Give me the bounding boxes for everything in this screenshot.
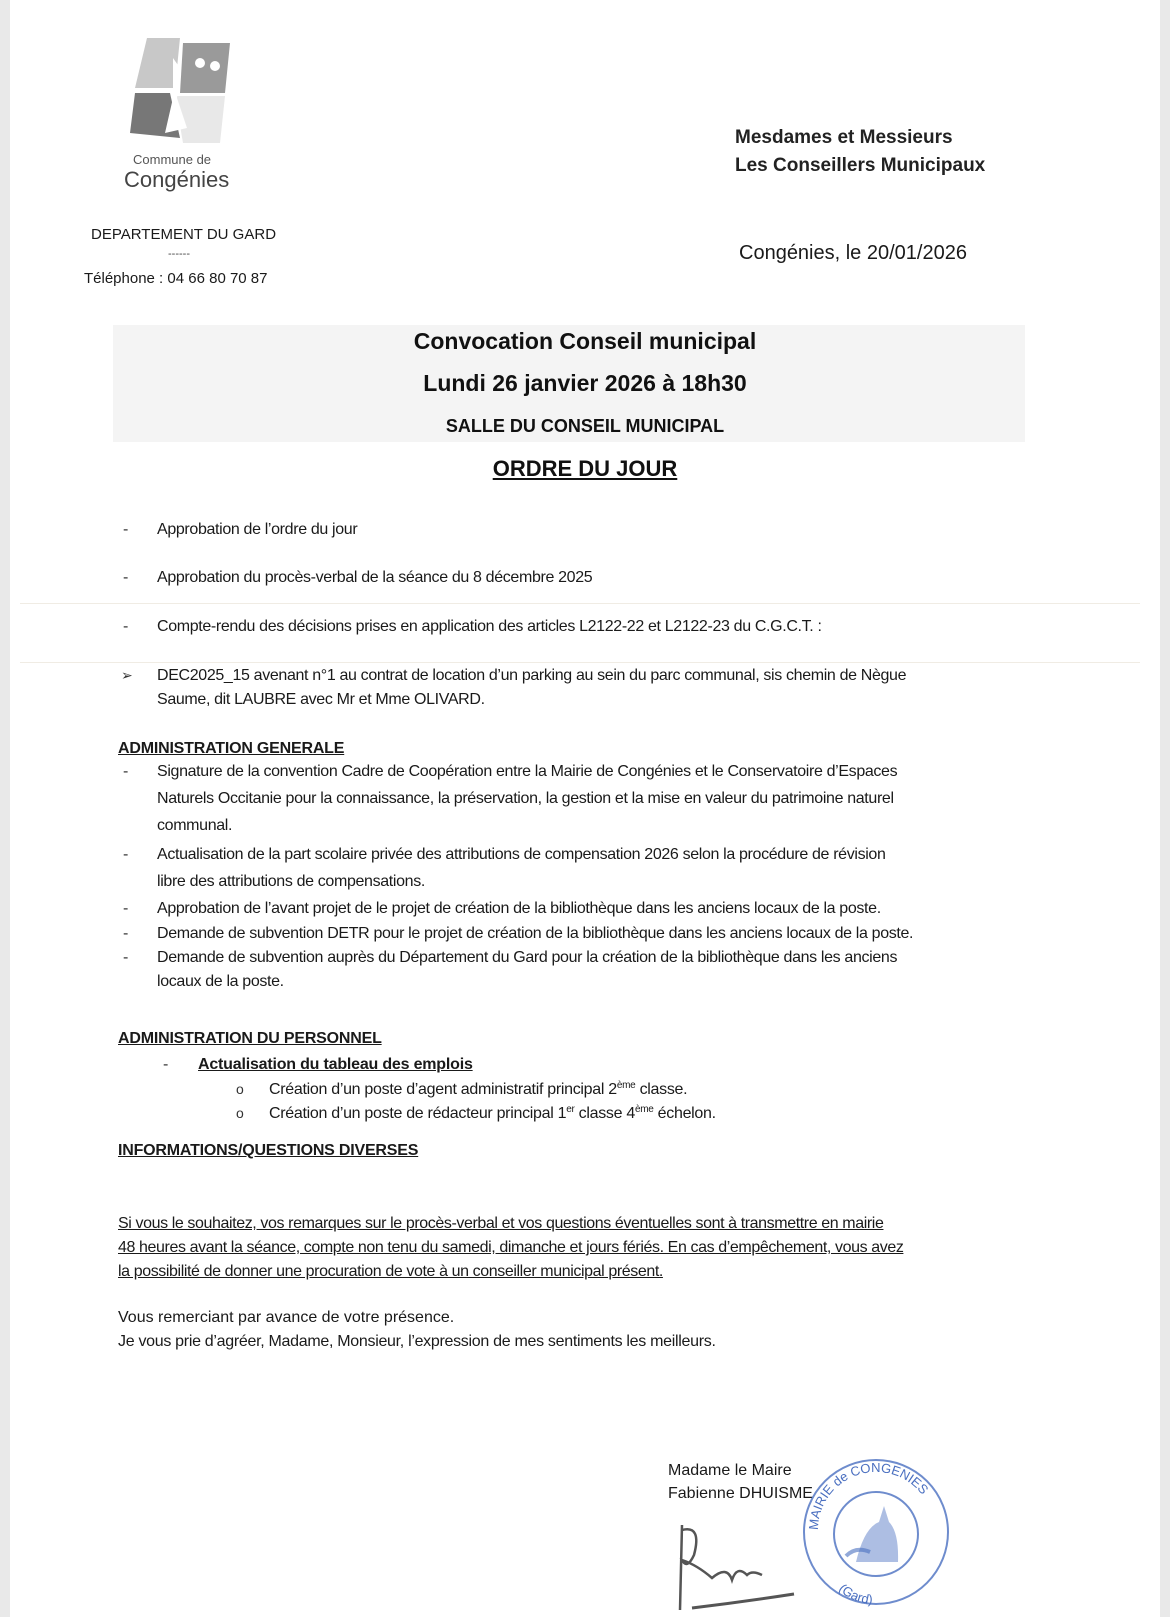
agenda-heading: ORDRE DU JOUR: [492, 456, 678, 481]
subsection-tableau-emplois: Actualisation du tableau des emplois: [198, 1056, 473, 1073]
notice-line-3: la possibilité de donner une procuration de vote à un conseiller municipal présent.: [118, 1263, 663, 1280]
logo-name: Congénies: [124, 167, 230, 192]
circle-bullet-icon: o: [236, 1081, 244, 1097]
admin-item-1-line-2: Naturels Occitanie pour la connaissance, la préservation, la gestion et la mise en valeur du patrimoine naturel: [157, 790, 894, 807]
dash-bullet: -: [163, 1056, 169, 1073]
admin-item-2-line-2: libre des attributions de compensations.: [157, 873, 425, 890]
department: DEPARTEMENT DU GARD: [91, 226, 277, 243]
admin-item-1-line-3: communal.: [157, 817, 233, 834]
section-admin-personnel: ADMINISTRATION DU PERSONNEL: [118, 1030, 382, 1047]
notice-paragraph: [118, 1212, 1028, 1284]
handwritten-signature: [672, 1520, 797, 1615]
recipient-line-1: Mesdames et Messieurs: [735, 127, 953, 148]
phone-number: Téléphone : 04 66 80 70 87: [84, 270, 268, 287]
dash-bullet: -: [123, 949, 129, 966]
section-informations: INFORMATIONS/QUESTIONS DIVERSES: [118, 1142, 419, 1159]
mairie-stamp: [800, 1448, 950, 1613]
poste-item-1: [269, 1080, 687, 1099]
agenda-item-1: Approbation de l’ordre du jour: [157, 521, 358, 538]
title-location: SALLE DU CONSEIL MUNICIPAL: [445, 416, 725, 436]
title-convocation: Convocation Conseil municipal: [413, 328, 757, 354]
decision-line-1: DEC2025_15 avenant n°1 au contrat de location d’un parking au sein du parc communal, sis chemin de Nègue: [157, 667, 907, 684]
admin-item-1-line-1: Signature de la convention Cadre de Coopération entre la Mairie de Congénies et le Conservatoire d’Espaces: [157, 763, 898, 780]
admin-item-3: Approbation de l’avant projet de le projet de création de la bibliothèque dans les anciens locaux de la poste.: [157, 900, 881, 917]
closing-line-1: Vous remerciant par avance de votre présence.: [118, 1309, 455, 1326]
poste-item-2-suffix: échelon.: [653, 1105, 716, 1122]
admin-item-5-line-1: Demande de subvention auprès du Département du Gard pour la création de la bibliothèque dans les anciens: [157, 949, 898, 966]
stamp-text-bottom: (Gard): [836, 1580, 874, 1608]
scan-artifact-line: [20, 603, 1140, 604]
dash-bullet: -: [123, 846, 129, 863]
circle-bullet-icon: o: [236, 1105, 244, 1121]
dash-bullet: -: [123, 763, 129, 780]
poste-item-1-suffix: classe.: [635, 1081, 688, 1098]
poste-item-2-text: Création d’un poste de rédacteur principal 1: [269, 1105, 567, 1122]
recipient-line-2: Les Conseillers Municipaux: [735, 155, 986, 176]
poste-item-2: [269, 1104, 716, 1123]
agenda-item-2: Approbation du procès-verbal de la séance du 8 décembre 2025: [157, 569, 593, 586]
admin-item-2-line-1: Actualisation de la part scolaire privée des attributions de compensation 2026 selon la procédure de révision: [157, 846, 886, 863]
scan-artifact-line: [20, 662, 1140, 663]
admin-item-5-line-2: locaux de la poste.: [157, 973, 284, 990]
separator: ------: [168, 248, 190, 260]
notice-line-2: 48 heures avant la séance, compte non tenu du samedi, dimanche et jours fériés. En cas d’empêchement, vous avez: [118, 1239, 904, 1256]
poste-item-2-mid: classe 4: [574, 1105, 635, 1122]
dash-bullet: -: [123, 569, 129, 586]
place-date: Congénies, le 20/01/2026: [739, 242, 967, 264]
poste-item-1-text: Création d’un poste d’agent administratif principal 2: [269, 1081, 617, 1098]
notice-line-1: Si vous le souhaitez, vos remarques sur le procès-verbal et vos questions éventuelles sont à transmettre en mairie: [118, 1215, 884, 1232]
arrow-bullet-icon: ➢: [121, 667, 133, 683]
closing-line-2: Je vous prie d’agréer, Madame, Monsieur, l’expression de mes sentiments les meilleurs.: [118, 1333, 716, 1350]
dash-bullet: -: [123, 521, 129, 538]
logo-subtitle: Commune de: [133, 152, 212, 167]
title-date: Lundi 26 janvier 2026 à 18h30: [423, 370, 747, 396]
signatory-name: Fabienne DHUISME: [668, 1485, 813, 1502]
section-admin-generale: ADMINISTRATION GENERALE: [118, 740, 345, 757]
admin-item-4: Demande de subvention DETR pour le projet de création de la bibliothèque dans les anciens locaux de la poste.: [157, 925, 914, 942]
decision-line-2: Saume, dit LAUBRE avec Mr et Mme OLIVARD.: [157, 691, 485, 708]
commune-logo: [125, 38, 235, 148]
stamp-text-top: MAIRIE de CONGENIES: [805, 1459, 932, 1531]
superscript: ème: [616, 1080, 636, 1091]
dash-bullet: -: [123, 925, 129, 942]
svg-text:(Gard): [836, 1581, 873, 1607]
superscript: ème: [634, 1104, 654, 1115]
dash-bullet: -: [123, 900, 129, 917]
agenda-item-3: Compte-rendu des décisions prises en application des articles L2122-22 et L2122-23 du C.G.C.T. :: [157, 618, 822, 635]
superscript: er: [566, 1104, 575, 1115]
signatory-title: Madame le Maire: [668, 1462, 792, 1479]
dash-bullet: -: [123, 618, 129, 635]
